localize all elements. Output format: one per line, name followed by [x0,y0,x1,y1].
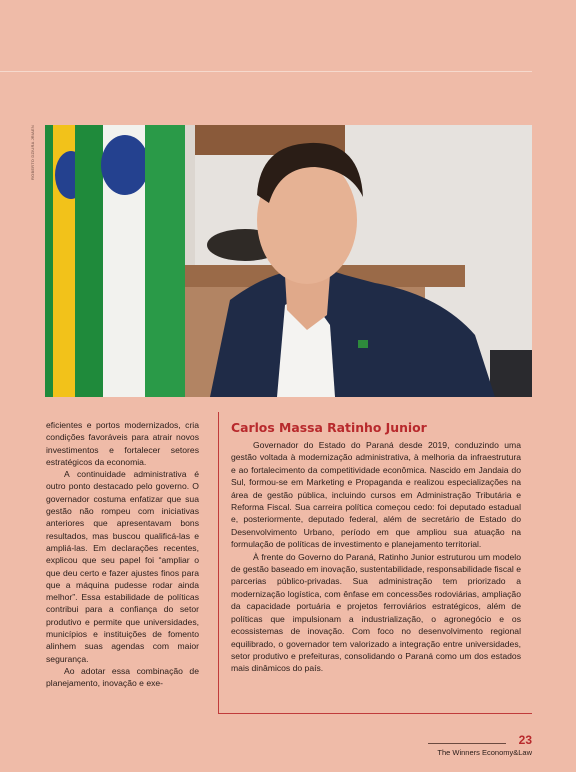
top-divider [0,71,532,72]
article-paragraph: Ao adotar essa combinação de planejamento, inovação e exe- [46,665,199,689]
page-number: 23 [518,733,532,747]
article-paragraph: A continuidade administrativa é outro ponto destacado pelo governo. O governador costuma enfatizar que sua gestão não rompeu com iniciativas anteriores que apresentavam bons resultados, mas buscou qualificá-las e ampliá-las. Em declarações recentes, explicou que seu papel foi “ampliar o que deu certo e fazer ajustes finos para que a máquina pudesse rodar ainda melhor”. Essa estabilidade de políticas contribui para a confiança do setor produtivo e permite que universidades, municípios e instituições de fomento alinhem suas agendas com maior segurança. [46,469,199,664]
article-paragraph: eficientes e portos modernizados, cria condições favoráveis para atrair novos investimentos e fortalecer setores estratégicos da economia. [46,420,199,467]
profile-paragraph: Governador do Estado do Paraná desde 2019, conduzindo uma gestão voltada à modernização administrativa, à melhoria da infraestrutura e ao fortalecimento da competitividade econômica. Nascido em Jandaia do Sul, formou-se em Marketing e Propaganda e realizou especializações na área de gestão pública, incluindo cursos em Administração Tributária e Reforma Fiscal. Sua carreira política começou cedo: foi deputado estadual e, posteriormente, deputado federal, além de secretário de Estado do Desenvolvimento Urbano, período em que ampliou sua atuação na formulação de políticas de investimento e planejamento territorial. [231,440,521,550]
photo-credit: ROBERTO DZIURA JR/AEN [30,125,35,180]
portrait-photo [45,125,532,397]
profile-paragraph: À frente do Governo do Paraná, Ratinho Junior estruturou um modelo de gestão baseado em inovação, sustentabilidade, responsabilidade fiscal e parcerias público-privadas. Sua administração tem priorizado a modernização logística, com ênfase em concessões rodoviárias, ampliação da capacidade portuária e projetos ferroviários estratégicos, além de políticas que impulsionam a industrialização, o agronegócio e os ecossistemas de inovação. Com foco no desenvolvimento regional equilibrado, o governador tem valorizado a integração entre universidades, setor produtivo e prefeituras, consolidando o Paraná como um dos estados mais dinâmicos do país. [231,551,521,674]
profile-box [218,412,532,714]
publication-name: The Winners Economy&Law [437,748,532,757]
footer-divider [428,743,506,744]
article-left-column [46,419,199,690]
profile-name: Carlos Massa Ratinho Junior [231,420,427,435]
profile-body [231,439,521,675]
